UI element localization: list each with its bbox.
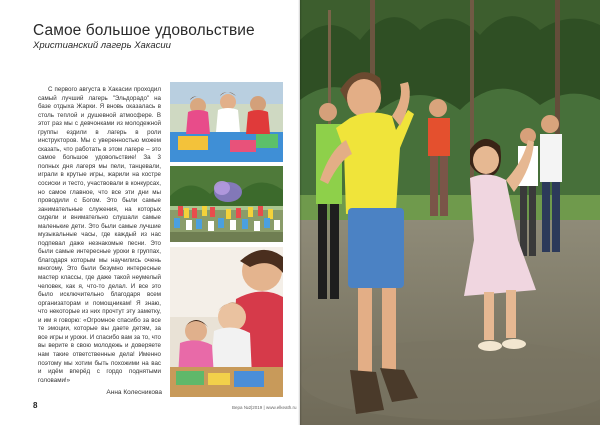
article-body: С первого августа в Хакасии проходил самый лучший лагерь "Эльдорадо" на базе отдыха Жарки. Я вновь оказалась в столь теплой и душевной атмосфере. В этот раз мы с девчонками из молодежной группы ездили в лагерь в роли инструкторов. Мы с уверенностью можем сказать, что работать в этом лагере – это самое большое удовольствие! За 3 полных дня лагеря мы пели, танцевали, играли в крутые игры, жарили на костре сосиски и тесто, участвовали в конкурсах, но самое главное, что все эти дни мы проводили с Богом. Это были самые занимательные служения, на которых сидели и внимательно слушали самые маленькие дети. Это были самые лучшие музыкальные часы, где каждый из нас подпевал даже незнакомые песни. Это были самые интересные уроки в группах, благодаря которым мы научились очень многому. Это были безумно интересные мастер классы, где даже такой неумелый человек, как я, что-то делал. И все это было исключительно благодаря всем организаторам и помощникам! Я знаю, что некоторые из них прочтут эту заметку, и им я говорю: «Огромное спасибо за все те эмоции, которые вы даете детям, за все игры и уроки. И спасибо вам за то, что вы верите в свою молодежь и доверяете нам такие ответственные дела! Именно поэтому мы хотим быть похожими на вас и идём вперёд с гордо поднятыми головами!» — [38, 86, 161, 384]
photo-children-at-table — [170, 82, 283, 162]
page-number: 8 — [33, 401, 38, 410]
article-author: Анна Колесникова — [106, 389, 162, 396]
article-title: Самое большое удовольствие — [33, 22, 255, 39]
photo-group-outdoors — [170, 166, 283, 242]
photo-kids-crafting — [170, 247, 283, 397]
photo-kids-exercising — [300, 0, 600, 425]
footer-info: Вера №2|2019 | www.elkeath.ru — [232, 405, 297, 410]
article-subtitle: Христианский лагерь Хакасии — [33, 40, 171, 51]
page-gutter — [298, 0, 302, 425]
